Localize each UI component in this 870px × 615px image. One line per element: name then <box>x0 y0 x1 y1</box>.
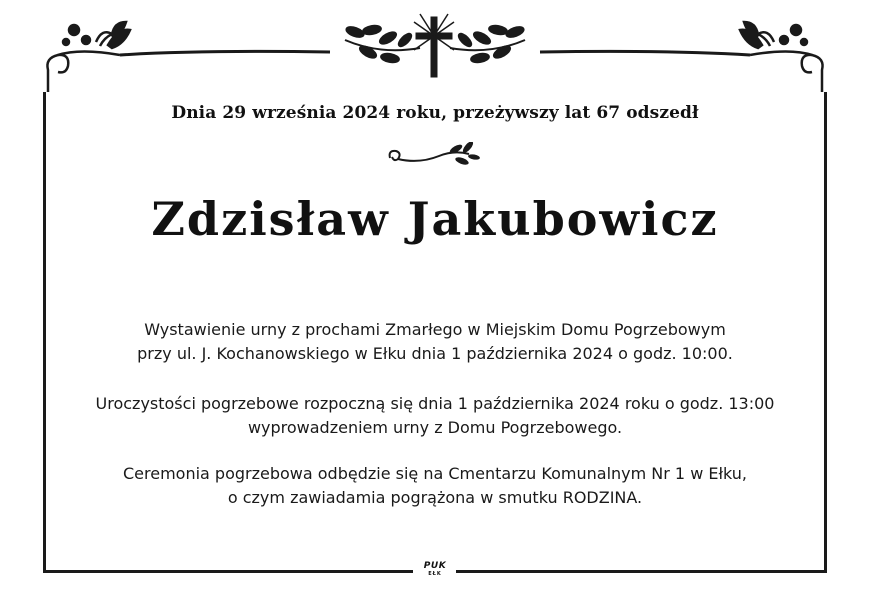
frame-bottom-border-right <box>456 570 827 573</box>
laurel-branch-icon <box>345 24 420 63</box>
paragraph-line: Uroczystości pogrzebowe rozpoczną się dnia 1 października 2024 roku o godz. 13:00 <box>95 394 775 413</box>
paragraph-ceremony-start <box>0 392 870 440</box>
paragraph-viewing <box>0 318 870 366</box>
paragraph-line: wyprowadzeniem urny z Domu Pogrzebowego. <box>247 418 623 437</box>
paragraph-cemetery <box>0 462 870 510</box>
divider-flourish-icon <box>384 142 484 172</box>
paragraph-line: Ceremonia pogrzebowa odbędzie się na Cmentarzu Komunalnym Nr 1 w Ełku, <box>122 464 748 483</box>
top-right-line <box>540 51 750 55</box>
corner-flourish-icon <box>47 22 130 92</box>
logo-line-2: EŁK <box>428 571 442 577</box>
puk-elk-logo <box>416 562 454 577</box>
death-notice-intro: Dnia 29 września 2024 roku, przeżywszy lat 67 odszedł <box>171 103 699 123</box>
cross-icon <box>414 14 454 77</box>
paragraph-line: o czym zawiadamia pogrążona w smutku RODZINA. <box>227 488 643 507</box>
top-ornament <box>0 0 870 95</box>
top-left-line <box>120 51 330 55</box>
frame-bottom-border-left <box>43 570 413 573</box>
corner-flourish-icon <box>740 22 823 92</box>
paragraph-line: przy ul. J. Kochanowskiego w Ełku dnia 1 października 2024 o godz. 10:00. <box>137 344 733 363</box>
laurel-branch-icon <box>450 24 525 63</box>
logo-line-1: PUK <box>423 561 447 571</box>
deceased-name: Zdzisław Jakubowicz <box>151 192 719 246</box>
paragraph-line: Wystawienie urny z prochami Zmarłego w Miejskim Domu Pogrzebowym <box>144 320 726 339</box>
